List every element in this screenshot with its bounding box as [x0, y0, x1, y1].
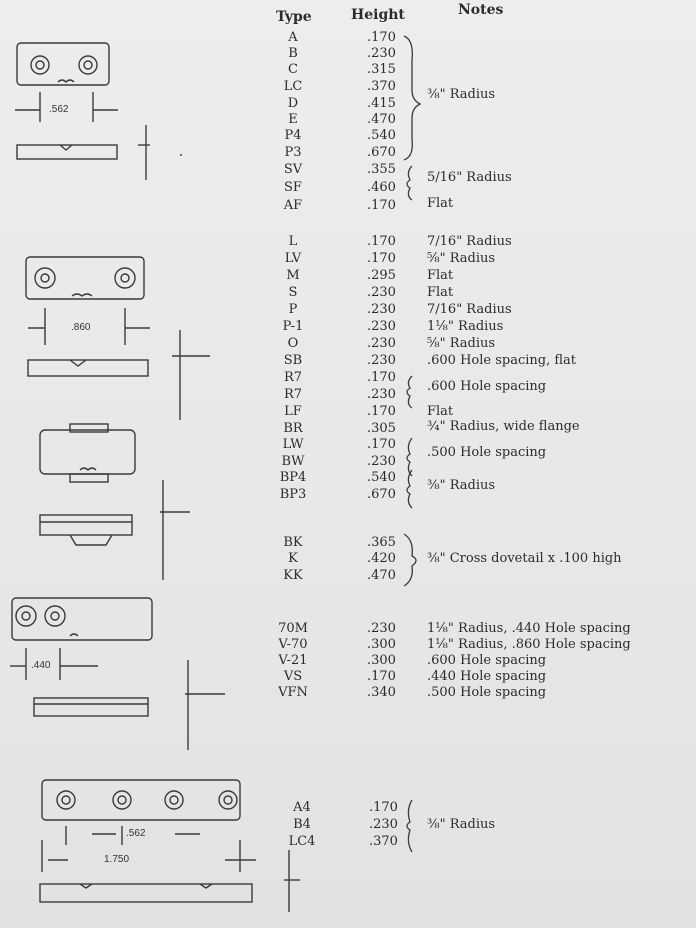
drawing-two-hole-base [15, 43, 182, 180]
note-cell: ⅜" Radius [427, 478, 496, 493]
type-cell: BP4 [279, 470, 307, 485]
type-cell: LC4 [288, 834, 316, 849]
type-cell: P3 [284, 145, 302, 160]
height-cell: .170 [367, 198, 396, 213]
height-cell: .340 [367, 685, 396, 700]
height-cell: .230 [367, 46, 396, 61]
note-cell: ¾" Radius, wide flange [427, 419, 580, 434]
height-cell: .540 [367, 470, 396, 485]
type-cell: KK [283, 568, 303, 583]
type-cell: P-1 [282, 319, 304, 334]
type-cell: AF [283, 198, 303, 213]
height-cell: .230 [369, 817, 398, 832]
height-cell: .230 [367, 353, 396, 368]
drawing-close-hole-base [10, 598, 225, 750]
note-cell: ⅜" Cross dovetail x .100 high [427, 551, 622, 566]
type-cell: A [288, 30, 298, 45]
height-cell: .230 [367, 387, 396, 402]
height-cell: .295 [367, 268, 396, 283]
header-notes: Notes [458, 2, 504, 18]
height-cell: .230 [367, 621, 396, 636]
type-cell: V-21 [278, 653, 308, 668]
type-cell: A4 [293, 800, 311, 815]
height-cell: .365 [367, 535, 396, 550]
type-cell: M [286, 268, 300, 283]
height-cell: .370 [369, 834, 398, 849]
height-cell: .170 [367, 30, 396, 45]
height-cell: .170 [367, 404, 396, 419]
note-cell: .500 Hole spacing [427, 685, 547, 700]
type-cell: SF [284, 180, 302, 195]
type-cell: K [288, 551, 298, 566]
height-cell: .230 [367, 319, 396, 334]
height-cell: .420 [367, 551, 396, 566]
height-cell: .170 [367, 234, 396, 249]
type-cell: 70M [278, 621, 308, 636]
type-cell: SB [283, 353, 303, 368]
type-cell: VFN [278, 685, 308, 700]
height-cell: .170 [369, 800, 398, 815]
note-cell: 7/16" Radius [427, 234, 512, 249]
height-cell: .670 [367, 487, 396, 502]
dimension-label: 1.750 [104, 854, 130, 865]
note-cell: 7/16" Radius [427, 302, 512, 317]
note-cell: ⅝" Radius [427, 336, 496, 351]
note-cell: ⅜" Radius [427, 817, 496, 832]
height-cell: .300 [367, 653, 396, 668]
height-cell: .470 [367, 568, 396, 583]
type-cell: P [288, 302, 298, 317]
dimension-label: .562 [126, 828, 146, 839]
type-cell: SV [283, 162, 303, 177]
note-cell: Flat [427, 268, 454, 283]
type-cell: R7 [283, 370, 303, 385]
type-cell: R7 [283, 387, 303, 402]
note-cell: .600 Hole spacing [427, 653, 547, 668]
note-cell: ⅜" Radius [427, 87, 496, 102]
note-cell: .440 Hole spacing [427, 669, 547, 684]
note-cell: Flat [427, 196, 454, 211]
height-cell: .230 [367, 302, 396, 317]
header-height: Height [351, 7, 405, 23]
note-cell: 5/16" Radius [427, 170, 512, 185]
type-cell: LC [283, 79, 303, 94]
height-cell: .170 [367, 370, 396, 385]
type-cell: LV [284, 251, 302, 266]
height-cell: .230 [367, 336, 396, 351]
dimension-label: .860 [71, 322, 91, 333]
type-cell: B4 [293, 817, 311, 832]
note-cell: ⅝" Radius [427, 251, 496, 266]
note-cell: .600 Hole spacing, flat [427, 353, 577, 368]
height-cell: .470 [367, 112, 396, 127]
height-cell: .305 [367, 421, 396, 436]
note-cell: 1⅛" Radius [427, 319, 504, 334]
height-cell: .230 [367, 454, 396, 469]
drawing-four-hole-base [40, 780, 300, 912]
type-cell: VS [283, 669, 303, 684]
type-cell: LW [282, 437, 304, 452]
type-cell: LF [284, 404, 302, 419]
type-cell: BK [283, 535, 303, 550]
type-cell: O [287, 336, 299, 351]
note-cell: 1⅛" Radius, .440 Hole spacing [427, 621, 631, 636]
height-cell: .460 [367, 180, 396, 195]
note-cell: .600 Hole spacing [427, 379, 547, 394]
type-cell: P4 [284, 128, 302, 143]
height-cell: .230 [367, 285, 396, 300]
height-cell: .300 [367, 637, 396, 652]
header-type: Type [276, 9, 312, 25]
type-cell: E [288, 112, 298, 127]
note-cell: .500 Hole spacing [427, 445, 547, 460]
drawing-wide-base [26, 257, 210, 420]
height-cell: .355 [367, 162, 396, 177]
note-cell: Flat [427, 404, 454, 419]
type-cell: BR [283, 421, 303, 436]
dimension-label: .440 [31, 660, 51, 671]
drawing-flange-base [40, 424, 190, 580]
type-cell: B [288, 46, 298, 61]
height-cell: .370 [367, 79, 396, 94]
height-cell: .315 [367, 62, 396, 77]
height-cell: .170 [367, 251, 396, 266]
type-cell: C [288, 62, 298, 77]
type-cell: V-70 [278, 637, 308, 652]
note-cell: Flat [427, 285, 454, 300]
height-cell: .670 [367, 145, 396, 160]
type-cell: BW [281, 454, 305, 469]
height-cell: .415 [367, 96, 396, 111]
type-cell: S [288, 285, 298, 300]
type-cell: L [288, 234, 298, 249]
height-cell: .540 [367, 128, 396, 143]
height-cell: .170 [367, 437, 396, 452]
height-cell: .170 [367, 669, 396, 684]
type-cell: BP3 [279, 487, 307, 502]
note-cell: 1⅛" Radius, .860 Hole spacing [427, 637, 631, 652]
type-cell: D [287, 96, 299, 111]
dimension-label: .562 [49, 104, 69, 115]
